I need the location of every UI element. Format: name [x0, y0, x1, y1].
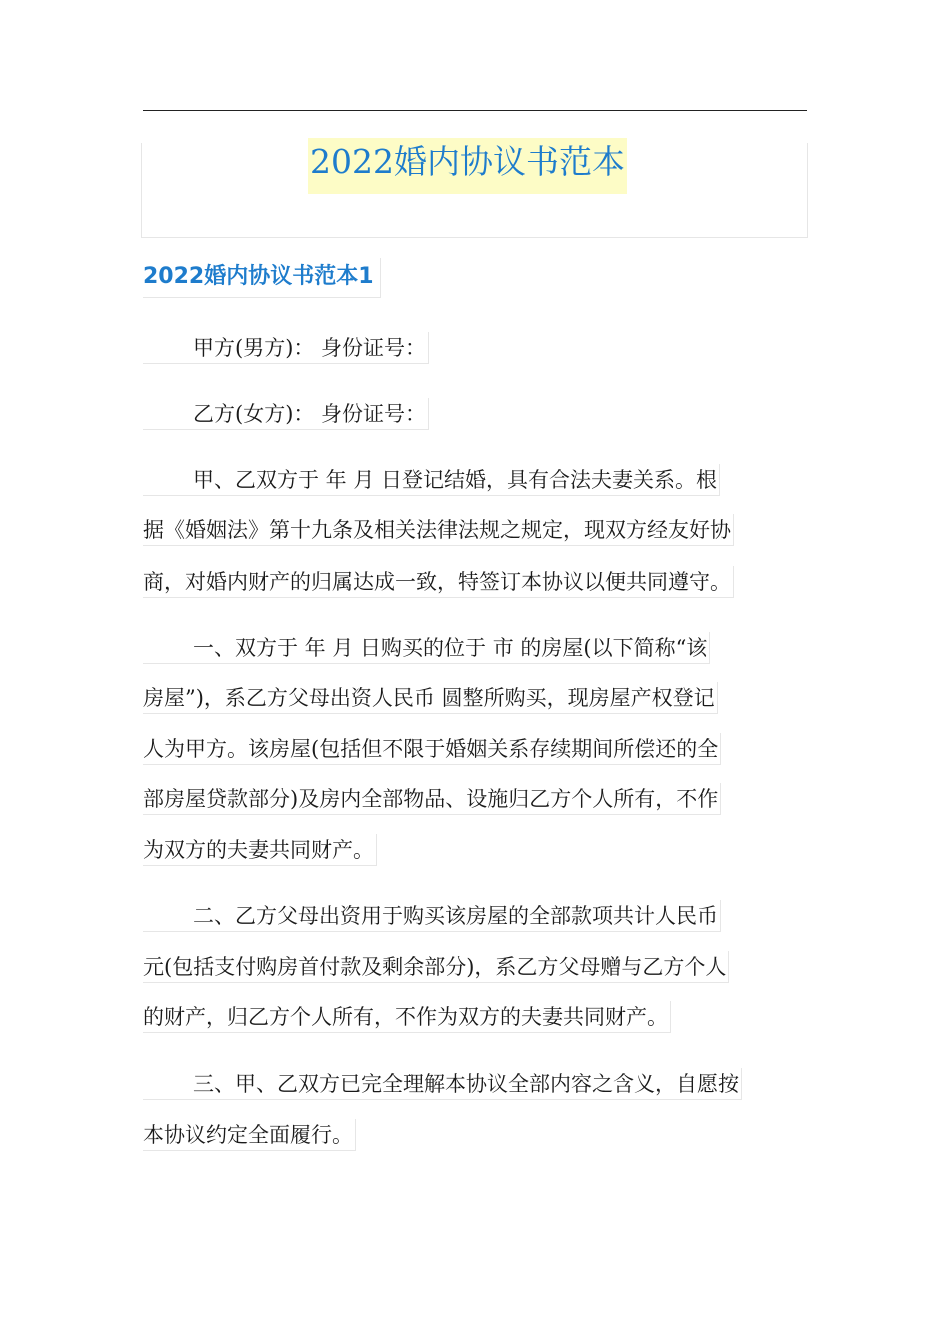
clause-3-line-2: 本协议约定全面履行。 [143, 1119, 356, 1151]
clause-2-line-2: 元(包括支付购房首付款及剩余部分)，系乙方父母赠与乙方个人 [143, 951, 729, 983]
clause-1-line-1: 一、双方于 年 月 日购买的位于 市 的房屋(以下简称“该 [143, 632, 710, 664]
paragraph-intro-line-3: 商，对婚内财产的归属达成一致，特签订本协议以便共同遵守。 [143, 566, 734, 598]
clause-1-line-4: 部房屋贷款部分)及房内全部物品、设施归乙方个人所有，不作 [143, 783, 721, 815]
clause-1-line-5: 为双方的夫妻共同财产。 [143, 834, 377, 866]
clause-2-line-3: 的财产，归乙方个人所有，不作为双方的夫妻共同财产。 [143, 1001, 671, 1033]
clause-2-line-1: 二、乙方父母出资用于购买该房屋的全部款项共计人民币 [143, 900, 721, 932]
party-a-line: 甲方(男方)： 身份证号： [143, 332, 429, 364]
clause-1-line-3: 人为甲方。该房屋(包括但不限于婚姻关系存续期间所偿还的全 [143, 733, 721, 765]
section-heading: 2022婚内协议书范本1 [143, 258, 381, 298]
top-rule [143, 110, 807, 111]
paragraph-intro-line-2: 据《婚姻法》第十九条及相关法律法规之规定，现双方经友好协 [143, 514, 734, 546]
party-b-line: 乙方(女方)： 身份证号： [143, 398, 429, 430]
paragraph-intro-line-1: 甲、乙双方于 年 月 日登记结婚，具有合法夫妻关系。根 [143, 464, 720, 496]
clause-3-line-1: 三、甲、乙双方已完全理解本协议全部内容之含义，自愿按 [143, 1068, 742, 1100]
document-title: 2022婚内协议书范本 [308, 138, 627, 194]
clause-1-line-2: 房屋”)，系乙方父母出资人民币 圆整所购买，现房屋产权登记 [143, 682, 718, 714]
